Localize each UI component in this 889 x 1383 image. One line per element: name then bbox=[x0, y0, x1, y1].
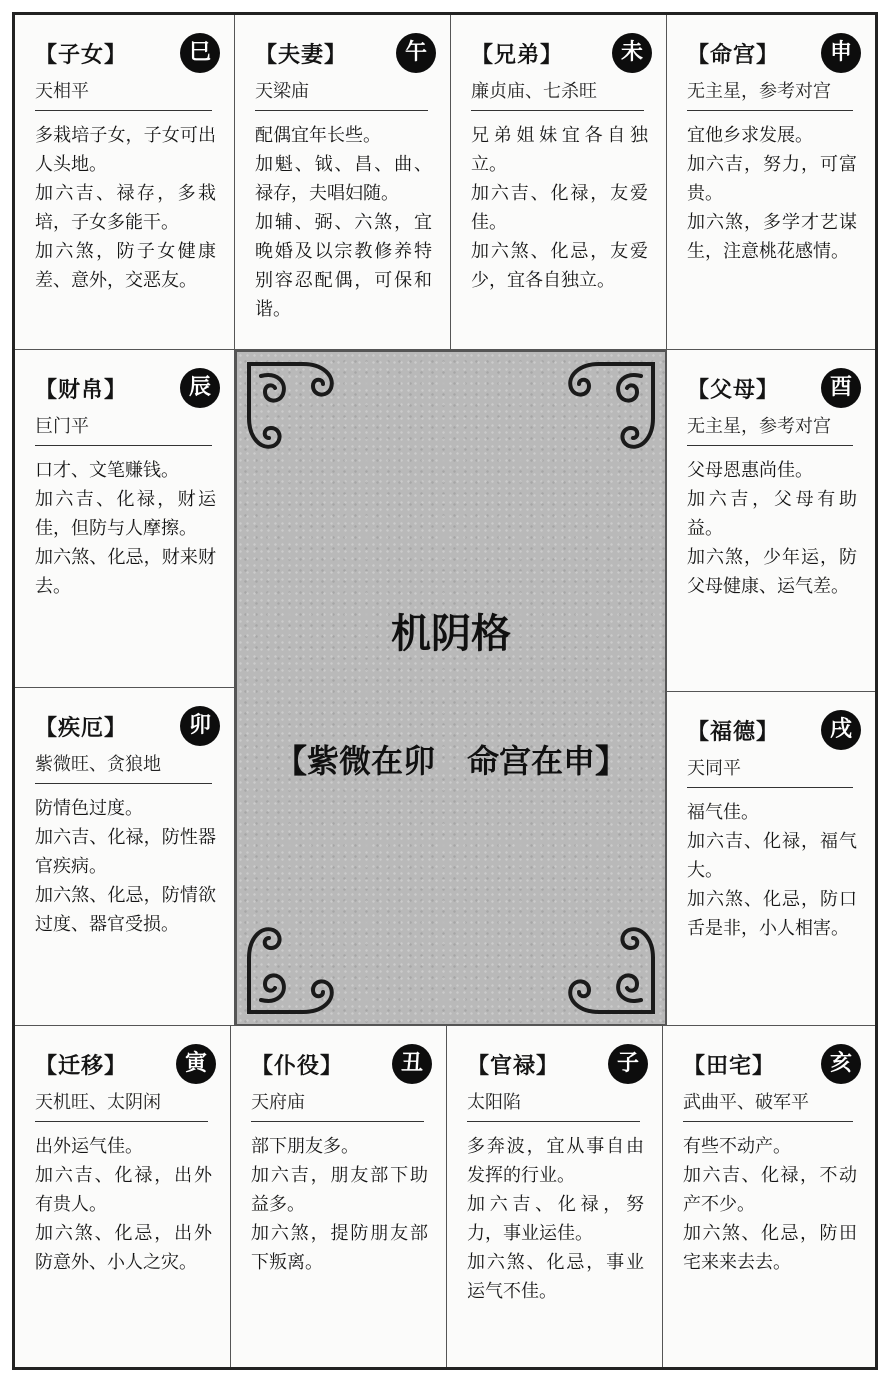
desc-line: 加六煞、化忌，友爱少，宜各自独立。 bbox=[471, 241, 648, 291]
palace-description bbox=[251, 1132, 428, 1277]
palace-description bbox=[35, 121, 216, 295]
desc-line: 出外运气佳。 bbox=[35, 1136, 143, 1157]
palace-stars: 天府庙 bbox=[251, 1082, 424, 1122]
palace-caibo bbox=[15, 350, 235, 688]
palace-title: 【子女】 bbox=[35, 43, 128, 68]
palace-puyi bbox=[231, 1026, 447, 1367]
palace-jie bbox=[15, 688, 235, 1026]
desc-line: 父母恩惠尚佳。 bbox=[687, 460, 813, 481]
palace-stars: 廉贞庙、七杀旺 bbox=[471, 71, 644, 111]
palace-stars: 太阳陷 bbox=[467, 1082, 640, 1122]
desc-line: 加六煞、化忌，出外防意外、小人之灾。 bbox=[35, 1223, 212, 1273]
palace-title: 【福德】 bbox=[687, 720, 780, 745]
palace-title: 【仆役】 bbox=[251, 1054, 344, 1079]
desc-line: 加六吉、化禄，财运佳，但防与人摩擦。 bbox=[35, 489, 216, 539]
palace-title: 【夫妻】 bbox=[255, 43, 348, 68]
branch-badge: 酉 bbox=[821, 368, 861, 408]
palace-stars: 紫微旺、贪狼地 bbox=[35, 744, 212, 784]
desc-line: 多奔波，宜从事自由发挥的行业。 bbox=[467, 1136, 644, 1186]
palace-description bbox=[467, 1132, 644, 1306]
desc-line: 加六煞、化忌，防口舌是非，小人相害。 bbox=[687, 889, 857, 939]
desc-line: 加六吉、禄存，多栽培，子女多能干。 bbox=[35, 183, 216, 233]
palace-stars: 天相平 bbox=[35, 71, 212, 111]
branch-badge: 亥 bbox=[821, 1044, 861, 1084]
branch-badge: 未 bbox=[612, 33, 652, 73]
palace-description bbox=[683, 1132, 857, 1277]
palace-title: 【官禄】 bbox=[467, 1054, 560, 1079]
branch-badge: 丑 bbox=[392, 1044, 432, 1084]
desc-line: 宜他乡求发展。 bbox=[687, 125, 813, 146]
desc-line: 配偶宜年长些。 bbox=[255, 125, 381, 146]
palace-description bbox=[687, 121, 857, 266]
desc-line: 加六煞，多学才艺谋生，注意桃花感情。 bbox=[687, 212, 857, 262]
palace-title: 【田宅】 bbox=[683, 1054, 776, 1079]
palace-stars: 天同平 bbox=[687, 748, 853, 788]
palace-stars: 武曲平、破军平 bbox=[683, 1082, 853, 1122]
palace-description bbox=[255, 121, 432, 324]
desc-line: 兄弟姐妹宜各自独立。 bbox=[471, 125, 648, 175]
desc-line: 加六煞、化忌，防情欲过度、器官受损。 bbox=[35, 885, 216, 935]
palace-qianyi bbox=[15, 1026, 231, 1367]
desc-line: 加六煞、化忌，财来财去。 bbox=[35, 547, 216, 597]
corner-ornament-top-left bbox=[243, 358, 343, 458]
palace-stars: 天机旺、太阴闲 bbox=[35, 1082, 208, 1122]
desc-line: 加六吉，努力，可富贵。 bbox=[687, 154, 857, 204]
corner-ornament-top-right bbox=[559, 358, 659, 458]
palace-description bbox=[687, 456, 857, 601]
desc-line: 加六吉、化禄，友爱佳。 bbox=[471, 183, 648, 233]
desc-line: 加六煞，防子女健康差、意外，交恶友。 bbox=[35, 241, 216, 291]
desc-line: 加六吉，父母有助益。 bbox=[687, 489, 857, 539]
desc-line: 福气佳。 bbox=[687, 802, 759, 823]
palace-minggong bbox=[667, 15, 875, 350]
palace-zinv bbox=[15, 15, 235, 350]
desc-line: 加六煞，少年运，防父母健康、运气差。 bbox=[687, 547, 857, 597]
desc-line: 防情色过度。 bbox=[35, 798, 143, 819]
palace-chart bbox=[12, 12, 878, 1370]
desc-line: 加六吉，朋友部下助益多。 bbox=[251, 1165, 428, 1215]
desc-line: 加六煞，提防朋友部下叛离。 bbox=[251, 1223, 428, 1273]
palace-fude bbox=[667, 692, 875, 1026]
desc-line: 加六吉、化禄，福气大。 bbox=[687, 831, 857, 881]
palace-description bbox=[35, 456, 216, 601]
branch-badge: 寅 bbox=[176, 1044, 216, 1084]
palace-title: 【父母】 bbox=[687, 378, 780, 403]
chart-subtitle: 【紫微在卯 命宫在申】 bbox=[274, 742, 627, 780]
branch-badge: 巳 bbox=[180, 33, 220, 73]
desc-line: 多栽培子女，子女可出人头地。 bbox=[35, 125, 216, 175]
desc-line: 加六吉、化禄，出外有贵人。 bbox=[35, 1165, 212, 1215]
palace-description bbox=[35, 1132, 212, 1277]
branch-badge: 子 bbox=[608, 1044, 648, 1084]
desc-line: 口才、文笔赚钱。 bbox=[35, 460, 179, 481]
palace-description bbox=[687, 798, 857, 943]
desc-line: 加六煞、化忌，事业运气不佳。 bbox=[467, 1252, 644, 1302]
palace-fuqi bbox=[235, 15, 451, 350]
palace-xiongdi bbox=[451, 15, 667, 350]
palace-stars: 无主星，参考对宫 bbox=[687, 406, 853, 446]
corner-ornament-bottom-left bbox=[243, 918, 343, 1018]
desc-line: 加六吉、化禄，防性器官疾病。 bbox=[35, 827, 216, 877]
palace-title: 【命宫】 bbox=[687, 43, 780, 68]
desc-line: 加辅、弼、六煞，宜晚婚及以宗教修养特别容忍配偶，可保和谐。 bbox=[255, 212, 432, 320]
desc-line: 部下朋友多。 bbox=[251, 1136, 359, 1157]
palace-tianzhai bbox=[663, 1026, 875, 1367]
palace-fumu bbox=[667, 350, 875, 692]
branch-badge: 午 bbox=[396, 33, 436, 73]
desc-line: 加六吉、化禄，努力，事业运佳。 bbox=[467, 1194, 644, 1244]
branch-badge: 辰 bbox=[180, 368, 220, 408]
desc-line: 加魁、钺、昌、曲、禄存，夫唱妇随。 bbox=[255, 154, 432, 204]
palace-stars: 天梁庙 bbox=[255, 71, 428, 111]
palace-guanlu bbox=[447, 1026, 663, 1367]
branch-badge: 申 bbox=[821, 33, 861, 73]
desc-line: 有些不动产。 bbox=[683, 1136, 791, 1157]
branch-badge: 卯 bbox=[180, 706, 220, 746]
palace-title: 【迁移】 bbox=[35, 1054, 128, 1079]
desc-line: 加六吉、化禄，不动产不少。 bbox=[683, 1165, 857, 1215]
palace-title: 【兄弟】 bbox=[471, 43, 564, 68]
desc-line: 加六煞、化忌，防田宅来来去去。 bbox=[683, 1223, 857, 1273]
palace-title: 【疾厄】 bbox=[35, 716, 128, 741]
center-panel bbox=[235, 350, 667, 1026]
chart-title: 机阴格 bbox=[391, 611, 511, 657]
branch-badge: 戌 bbox=[821, 710, 861, 750]
palace-description bbox=[471, 121, 648, 295]
palace-title: 【财帛】 bbox=[35, 378, 128, 403]
palace-description bbox=[35, 794, 216, 939]
corner-ornament-bottom-right bbox=[559, 918, 659, 1018]
palace-stars: 无主星，参考对宫 bbox=[687, 71, 853, 111]
palace-stars: 巨门平 bbox=[35, 406, 212, 446]
